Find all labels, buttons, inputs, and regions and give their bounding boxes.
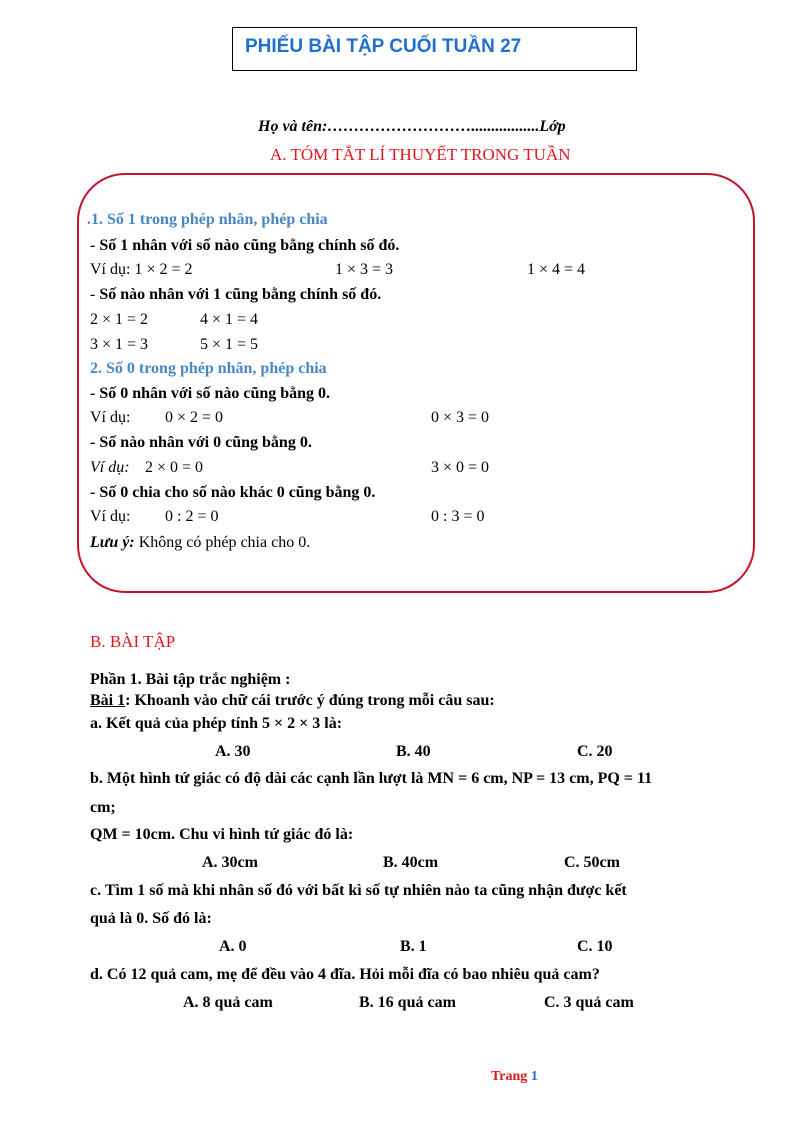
exercise-1-instruction	[90, 692, 495, 710]
example-3-b: 5 × 1 = 5	[200, 336, 259, 353]
note-label: Lưu ý:	[90, 534, 135, 551]
section-b-heading: B. BÀI TẬP	[90, 632, 176, 651]
question-d-option-b[interactable]: B. 16 quả cam	[359, 994, 456, 1011]
question-b-line-1: b. Một hình tứ giác có độ dài các cạnh lần lượt là MN = 6 cm, NP = 13 cm, PQ = 11	[90, 770, 653, 787]
example-1-c: 1 × 4 = 4	[527, 261, 586, 278]
example-6-a: 0 : 2 = 0	[165, 508, 219, 525]
question-c-option-b[interactable]: B. 1	[400, 938, 427, 955]
exercise-1-label: Bài 1	[90, 692, 126, 709]
question-a-option-c[interactable]: C. 20	[577, 743, 613, 760]
example-4-b: 0 × 3 = 0	[431, 409, 490, 426]
title-box	[232, 27, 637, 71]
theory-heading-2: 2. Số 0 trong phép nhân, phép chia	[90, 360, 327, 377]
theory-heading-1: .1. Số 1 trong phép nhân, phép chia	[87, 211, 328, 228]
example-4-label: Ví dụ:	[90, 409, 131, 426]
question-a-option-b[interactable]: B. 40	[396, 743, 431, 760]
theory-note	[90, 534, 310, 552]
example-2-a: 2 × 1 = 2	[90, 311, 149, 328]
example-5-b: 3 × 0 = 0	[431, 459, 490, 476]
example-4-a: 0 × 2 = 0	[165, 409, 224, 426]
question-c-option-a[interactable]: A. 0	[219, 938, 247, 955]
question-c-line-2: quả là 0. Số đó là:	[90, 910, 212, 927]
question-c-option-c[interactable]: C. 10	[577, 938, 613, 955]
page-footer	[491, 1069, 538, 1085]
question-b-option-b[interactable]: B. 40cm	[383, 854, 439, 871]
example-3-a: 3 × 1 = 3	[90, 336, 149, 353]
example-2-b: 4 × 1 = 4	[200, 311, 259, 328]
page-number: 1	[530, 1069, 538, 1084]
question-d: d. Có 12 quả cam, mẹ để đều vào 4 đĩa. Hỏi mỗi đĩa có bao nhiêu quả cam?	[90, 966, 600, 983]
question-c-line-1: c. Tìm 1 số mà khi nhân số đó với bất kì số tự nhiên nào ta cũng nhận được kết	[90, 882, 627, 899]
theory-rule-2-text: Số nào nhân với 1 cũng bằng chính số đó.	[99, 286, 382, 303]
section-a-heading: A. TÓM TẮT LÍ THUYẾT TRONG TUẦN	[270, 145, 571, 164]
example-5-a: 2 × 0 = 0	[145, 459, 204, 476]
page-label: Trang	[491, 1069, 531, 1084]
theory-rule-1: - Số 1 nhân với số nào cũng bằng chính số đó.	[90, 237, 400, 254]
question-b-line-2: cm;	[90, 799, 116, 816]
theory-rule-4: - Số nào nhân với 0 cũng bằng 0.	[90, 434, 312, 451]
example-1-a: Ví dụ: 1 × 2 = 2	[90, 261, 193, 278]
example-6-label: Ví dụ:	[90, 508, 131, 525]
theory-rule-5: - Số 0 chia cho số nào khác 0 cũng bằng 0.	[90, 484, 376, 501]
question-b-option-a[interactable]: A. 30cm	[202, 854, 258, 871]
theory-box	[77, 173, 755, 593]
question-a: a. Kết quả của phép tính 5 × 2 × 3 là:	[90, 715, 343, 732]
question-d-option-c[interactable]: C. 3 quả cam	[544, 994, 634, 1011]
question-d-option-a[interactable]: A. 8 quả cam	[183, 994, 273, 1011]
example-1-b: 1 × 3 = 3	[335, 261, 394, 278]
name-line: Họ và tên:……………………….................Lớp	[258, 118, 566, 135]
page-title: PHIẾU BÀI TẬP CUỐI TUẦN 27	[245, 36, 522, 57]
question-b-line-3: QM = 10cm. Chu vi hình tứ giác đó là:	[90, 826, 354, 843]
theory-rule-2-dash: -	[90, 286, 100, 303]
theory-rule-3: - Số 0 nhân với số nào cũng bằng 0.	[90, 385, 331, 402]
question-a-option-a[interactable]: A. 30	[215, 743, 251, 760]
exercise-1-text: : Khoanh vào chữ cái trước ý đúng trong mỗi câu sau:	[125, 692, 495, 709]
example-5-label: Ví dụ:	[90, 459, 130, 476]
question-b-option-c[interactable]: C. 50cm	[564, 854, 620, 871]
theory-rule-2	[90, 286, 381, 304]
part-1-heading: Phần 1. Bài tập trắc nghiệm :	[90, 671, 291, 688]
example-6-b: 0 : 3 = 0	[431, 508, 485, 525]
note-text: Không có phép chia cho 0.	[134, 534, 311, 551]
